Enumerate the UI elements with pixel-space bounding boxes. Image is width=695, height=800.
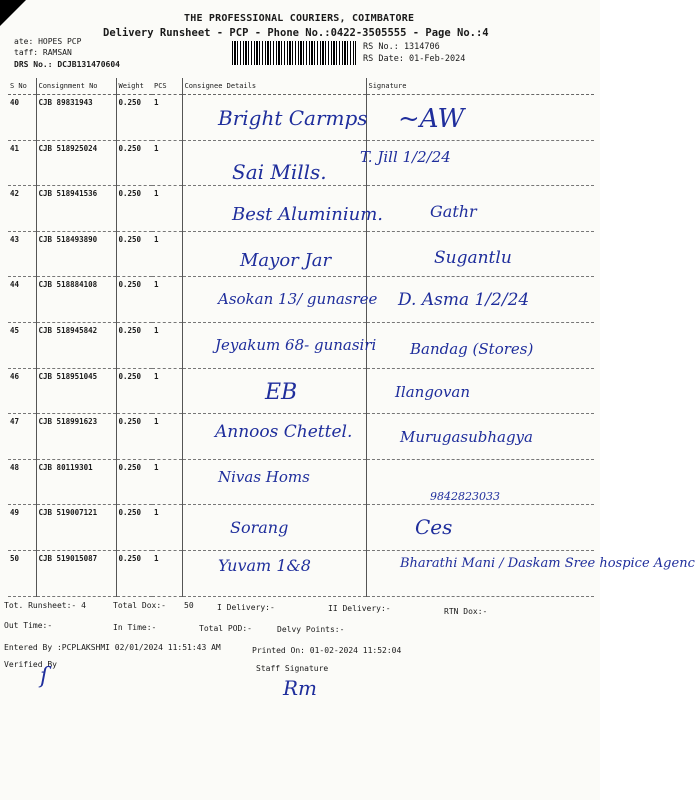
- row-weight: 0.250: [116, 186, 152, 232]
- row-sno: 50: [8, 550, 36, 596]
- col-sno: S No: [8, 78, 36, 95]
- row-sno: 49: [8, 505, 36, 551]
- handwritten-consignee: Sorang: [230, 518, 289, 537]
- route-label: ate: HOPES PCP: [14, 37, 82, 46]
- row-pcs: 1: [152, 95, 182, 141]
- row-pcs: 1: [152, 414, 182, 460]
- row-weight: 0.250: [116, 550, 152, 596]
- row-pcs: 1: [152, 505, 182, 551]
- handwritten-signature: Bharathi Mani / Daskam Sree hospice Agenc: [400, 556, 695, 571]
- staff-label: taff: RAMSAN: [14, 48, 72, 57]
- col-consignee: Consignee Details: [182, 78, 366, 95]
- row-consignment-no: CJB 519015087: [36, 550, 116, 596]
- row-consignment-no: CJB 89831943: [36, 95, 116, 141]
- staff-signature-label: Staff Signature: [256, 664, 329, 673]
- table-row: [8, 505, 594, 551]
- total-dox-value: 50: [184, 601, 194, 610]
- handwritten-consignee: Jeyakum 68- gunasiri: [215, 336, 377, 354]
- row-sno: 43: [8, 231, 36, 277]
- verifier-signature-mark: ſ: [40, 664, 49, 689]
- row-consignment-no: CJB 518945842: [36, 322, 116, 368]
- ii-delivery: II Delivery:-: [328, 604, 391, 613]
- row-sno: 41: [8, 140, 36, 186]
- row-consignment-no: CJB 518991623: [36, 414, 116, 460]
- row-weight: 0.250: [116, 140, 152, 186]
- handwritten-signature: Ces: [415, 515, 453, 539]
- handwritten-signature: T. Jill 1/2/24: [360, 148, 451, 166]
- handwritten-signature: Sugantlu: [434, 248, 512, 268]
- row-pcs: 1: [152, 550, 182, 596]
- total-dox-label: Total Dox:-: [113, 601, 166, 610]
- row-pcs: 1: [152, 368, 182, 414]
- rs-number: RS No.: 1314706: [363, 42, 440, 52]
- handwritten-consignee: Mayor Jar: [240, 250, 332, 271]
- row-consignment-no: CJB 518951045: [36, 368, 116, 414]
- col-weight: Weight: [116, 78, 152, 95]
- handwritten-signature: Murugasubhagya: [400, 428, 533, 446]
- row-consignment-no: CJB 518884108: [36, 277, 116, 323]
- row-weight: 0.250: [116, 277, 152, 323]
- delvy-points: Delvy Points:-: [277, 625, 345, 634]
- row-sno: 45: [8, 322, 36, 368]
- handwritten-signature: ~AW: [398, 104, 465, 134]
- row-pcs: 1: [152, 459, 182, 505]
- i-delivery: I Delivery:-: [217, 603, 275, 612]
- row-signature-cell: [366, 505, 594, 551]
- row-weight: 0.250: [116, 459, 152, 505]
- staff-signature-mark: Rm: [283, 676, 318, 700]
- col-pcs: PCS: [152, 78, 182, 95]
- handwritten-consignee: Bright Carmps: [218, 106, 368, 130]
- row-pcs: 1: [152, 186, 182, 232]
- row-pcs: 1: [152, 231, 182, 277]
- row-consignment-no: CJB 518493890: [36, 231, 116, 277]
- total-pod: Total POD:-: [199, 624, 252, 633]
- row-sno: 42: [8, 186, 36, 232]
- row-consignment-no: CJB 519007121: [36, 505, 116, 551]
- entered-by: Entered By :PCPLAKSHMI 02/01/2024 11:51:43 AM: [4, 643, 221, 652]
- handwritten-signature: Ilangovan: [395, 383, 471, 401]
- row-signature-cell: [366, 186, 594, 232]
- row-pcs: 1: [152, 277, 182, 323]
- handwritten-consignee: Best Aluminium.: [232, 204, 383, 225]
- table-row: [8, 368, 594, 414]
- printed-on: Printed On: 01-02-2024 11:52:04: [252, 646, 402, 655]
- row-pcs: 1: [152, 140, 182, 186]
- drs-number: DRS No.: DCJB131470604: [14, 60, 120, 69]
- row-sno: 40: [8, 95, 36, 141]
- handwritten-consignee: Sai Mills.: [232, 160, 327, 184]
- row-weight: 0.250: [116, 414, 152, 460]
- row-sno: 48: [8, 459, 36, 505]
- handwritten-consignee: EB: [265, 380, 298, 405]
- row-consignment-no: CJB 518941536: [36, 186, 116, 232]
- rtn-dox: RTN Dox:-: [444, 607, 488, 616]
- in-time: In Time:-: [113, 623, 157, 632]
- handwritten-consignee: Nivas Homs: [218, 468, 310, 486]
- row-pcs: 1: [152, 322, 182, 368]
- handwritten-consignee: Annoos Chettel.: [215, 422, 353, 442]
- handwritten-signature: Gathr: [430, 202, 477, 221]
- col-consignment: Consignment No: [36, 78, 116, 95]
- row-sno: 46: [8, 368, 36, 414]
- row-weight: 0.250: [116, 368, 152, 414]
- row-weight: 0.250: [116, 322, 152, 368]
- handwritten-consignee: Yuvam 1&8: [218, 556, 311, 575]
- col-signature: Signature: [366, 78, 594, 95]
- out-time: Out Time:-: [4, 621, 53, 630]
- handwritten-consignee: Asokan 13/ gunasree: [218, 290, 378, 308]
- row-consignment-no: CJB 80119301: [36, 459, 116, 505]
- handwritten-signature: 9842823033: [430, 490, 500, 503]
- rs-date: RS Date: 01-Feb-2024: [363, 54, 466, 64]
- runsheet-subtitle: Delivery Runsheet - PCP - Phone No.:0422-3505555 - Page No.:4: [103, 27, 489, 39]
- table-header: [8, 78, 594, 95]
- row-weight: 0.250: [116, 95, 152, 141]
- scan-corner: [0, 0, 26, 26]
- verified-by: Verified By: [4, 660, 57, 669]
- row-sno: 47: [8, 414, 36, 460]
- row-sno: 44: [8, 277, 36, 323]
- row-consignment-no: CJB 518925024: [36, 140, 116, 186]
- row-weight: 0.250: [116, 231, 152, 277]
- barcode: [232, 41, 356, 65]
- row-weight: 0.250: [116, 505, 152, 551]
- handwritten-signature: D. Asma 1/2/24: [398, 290, 530, 310]
- handwritten-signature: Bandag (Stores): [410, 340, 534, 358]
- total-runsheet: Tot. Runsheet:- 4: [4, 601, 86, 610]
- company-title: THE PROFESSIONAL COURIERS, COIMBATORE: [184, 13, 415, 24]
